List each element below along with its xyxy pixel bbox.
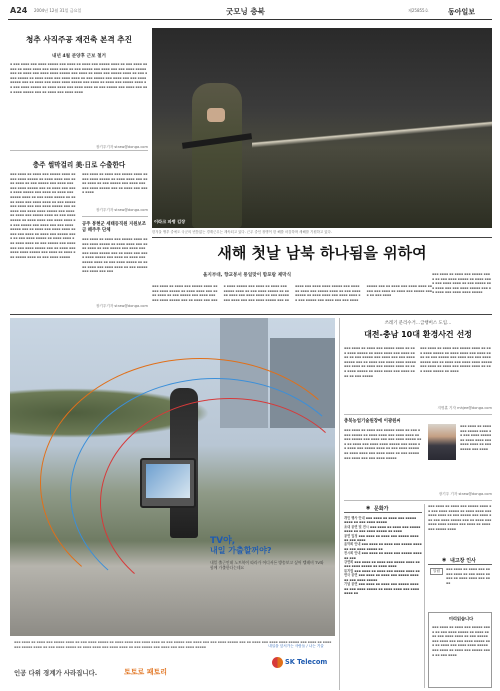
- culture-title: 문화가: [374, 506, 389, 512]
- story2-body-2: ▪▪▪ ▪▪▪▪ ▪▪ ▪▪▪▪ ▪▪▪ ▪▪▪▪▪ ▪▪▪▪ ▪▪ ▪▪▪ ▪▪▪▪ ▪▪▪▪▪ ▪▪ ▪▪▪▪ ▪▪▪▪ ▪▪▪ ▪▪▪▪ ▪▪▪▪ ▪▪ ▪▪▪ ▪▪▪▪▪ ▪▪▪ ▪▪▪▪ ▪▪▪ ▪▪▪ ▪▪▪▪ ▪▪▪▪▪ ▪▪▪ ▪▪ ▪▪▪▪ ▪▪▪ ▪▪▪▪ ▪▪▪▪: [82, 172, 148, 195]
- ad-body-copy: ▪▪▪ ▪▪▪▪ ▪▪ ▪▪▪▪ ▪▪▪ ▪▪▪▪▪ ▪▪▪▪ ▪▪ ▪▪▪ ▪▪▪▪ ▪▪▪▪▪ ▪▪ ▪▪▪▪ ▪▪▪▪ ▪▪▪ ▪▪▪▪ ▪▪▪▪ ▪▪ ▪▪▪ ▪▪▪▪▪ ▪▪▪ ▪▪▪▪ ▪▪▪ ▪▪▪ ▪▪▪▪ ▪▪▪▪▪ ▪▪▪ ▪▪ ▪▪▪▪ ▪▪▪ ▪▪▪▪ ▪▪▪▪ ▪▪▪▪▪ ▪▪▪ ▪▪▪▪ ▪▪ ▪▪▪▪ ▪▪▪ ▪▪▪▪▪ ▪▪▪▪ ▪▪ ▪▪▪ ▪▪▪▪ ▪▪▪▪▪ ▪▪ ▪▪▪▪ ▪▪▪▪ ▪▪▪ ▪▪▪▪ ▪▪▪▪ ▪▪ ▪▪▪ ▪▪▪▪▪ ▪▪▪ ▪▪▪▪ ▪▪▪ ▪▪▪ ▪▪▪▪ ▪▪▪▪▪: [14, 640, 332, 649]
- list-item-label: 뮤지컬: [344, 568, 354, 573]
- feature-body-right: ▪▪▪ ▪▪▪▪ ▪▪ ▪▪▪▪ ▪▪▪ ▪▪▪▪▪ ▪▪▪▪ ▪▪ ▪▪▪ ▪▪▪▪ ▪▪▪▪▪ ▪▪ ▪▪▪▪ ▪▪▪▪ ▪▪▪ ▪▪▪▪ ▪▪▪▪ ▪▪ ▪▪▪ ▪▪▪▪▪ ▪▪▪ ▪▪▪▪ ▪▪▪ ▪▪▪ ▪▪▪▪ ▪▪▪▪▪ ▪▪▪ ▪▪ ▪▪▪▪ ▪▪▪ ▪▪▪▪ ▪▪▪▪ ▪▪▪▪▪: [432, 272, 491, 295]
- sk-telecom-wordmark: SK Telecom: [285, 658, 328, 666]
- paper-logo: 동아일보: [448, 8, 476, 16]
- story2-body: ▪▪▪ ▪▪▪▪ ▪▪ ▪▪▪▪ ▪▪▪ ▪▪▪▪▪ ▪▪▪▪ ▪▪ ▪▪▪ ▪▪▪▪ ▪▪▪▪▪ ▪▪ ▪▪▪▪ ▪▪▪▪ ▪▪▪ ▪▪▪▪ ▪▪▪▪ ▪▪ ▪▪▪ ▪▪▪▪▪ ▪▪▪ ▪▪▪▪ ▪▪▪ ▪▪▪ ▪▪▪▪ ▪▪▪▪▪ ▪▪▪ ▪▪ ▪▪▪▪ ▪▪▪ ▪▪▪▪ ▪▪▪▪ ▪▪▪▪▪ ▪▪▪ ▪▪▪▪ ▪▪ ▪▪▪▪ ▪▪▪ ▪▪▪▪▪ ▪▪▪▪ ▪▪ ▪▪▪ ▪▪▪▪ ▪▪▪▪▪ ▪▪ ▪▪▪▪ ▪▪▪▪ ▪▪▪ ▪▪▪▪ ▪▪▪▪ ▪▪ ▪▪▪ ▪▪▪▪▪ ▪▪▪ ▪▪▪▪ ▪▪▪ ▪▪▪ ▪▪▪▪ ▪▪▪▪▪ ▪▪▪ ▪▪ ▪▪▪▪ ▪▪▪ ▪▪▪▪ ▪▪▪▪ ▪▪▪▪▪ ▪▪▪ ▪▪▪▪ ▪▪ ▪▪▪▪ ▪▪▪ ▪▪▪▪▪ ▪▪▪▪ ▪▪ ▪▪▪ ▪▪▪▪ ▪▪▪▪▪ ▪▪ ▪▪▪▪ ▪▪▪▪ ▪▪▪ ▪▪▪▪ ▪▪▪▪ ▪▪ ▪▪▪ ▪▪▪▪▪ ▪▪▪ ▪▪▪▪ ▪▪▪ ▪▪▪ ▪▪▪▪ ▪▪▪▪▪ ▪▪▪ ▪▪ ▪▪▪▪ ▪▪▪ ▪▪▪▪ ▪▪▪▪ ▪▪▪▪▪ ▪▪▪ ▪▪▪▪ ▪▪ ▪▪▪▪ ▪▪▪ ▪▪▪▪▪ ▪▪▪▪ ▪▪ ▪▪▪ ▪▪▪▪ ▪▪▪▪▪ ▪▪ ▪▪▪▪ ▪▪▪▪ ▪▪▪ ▪▪▪▪ ▪▪▪▪ ▪▪ ▪▪▪ ▪▪▪▪▪ ▪▪▪ ▪▪▪▪ ▪▪▪ ▪▪▪ ▪▪▪▪ ▪▪▪▪▪ ▪▪▪ ▪▪ ▪▪▪▪ ▪▪▪ ▪▪▪▪ ▪▪▪▪ ▪▪▪▪▪ ▪▪▪ ▪▪▪▪ ▪▪ ▪▪▪▪ ▪▪▪ ▪▪▪▪▪ ▪▪▪▪ ▪▪ ▪▪▪ ▪▪▪▪ ▪▪▪▪▪: [10, 172, 76, 259]
- divider: [344, 414, 492, 415]
- masthead-rule: [8, 19, 492, 20]
- ad-tv-screen: [146, 464, 190, 498]
- notice-body: ▪▪▪ ▪▪▪▪ ▪▪ ▪▪▪▪ ▪▪▪ ▪▪▪▪▪ ▪▪▪▪ ▪▪ ▪▪▪ ▪▪▪▪ ▪▪▪▪▪ ▪▪ ▪▪▪▪ ▪▪▪▪ ▪▪▪ ▪▪▪▪: [446, 567, 490, 585]
- list-item: 개인 행사 안내 ▪▪▪ ▪▪▪▪ ▪▪ ▪▪▪▪ ▪▪▪ ▪▪▪▪▪ ▪▪▪▪ ▪▪ ▪▪▪ ▪▪▪▪ ▪▪▪▪▪: [344, 516, 417, 525]
- mini-box: [428, 612, 492, 688]
- ad-tagline-2: 내일 가출할꺼야?: [210, 546, 272, 555]
- photo1-caption: 한겨울 맹추 중에도 국군의 빈틈없는 경계근무는 계속되고 있다. 근무 중인 장병이 한 해를 마감하며 새해를 기원하고 있다.: [152, 230, 332, 234]
- culture-icon: ◉: [366, 505, 371, 511]
- list-item-label: 전시회 안내: [344, 551, 361, 556]
- masthead: [8, 6, 492, 18]
- ad-tagline-1: TV야,: [210, 536, 236, 546]
- culture-header: [344, 504, 422, 513]
- divider: [339, 318, 340, 690]
- story3-byline: 장기우기자 straw@donga.com: [95, 304, 148, 308]
- soldier-figure: [192, 83, 242, 228]
- divider: [152, 237, 492, 238]
- notice-icon: ◉: [442, 557, 447, 563]
- mini-box-title: 미리읽습니다: [448, 616, 474, 621]
- notice-title: 내고장 인사: [450, 558, 476, 564]
- story2-byline: 장기우기자 straw@donga.com: [95, 208, 148, 212]
- story4-body: ▪▪▪ ▪▪▪▪ ▪▪ ▪▪▪▪ ▪▪▪ ▪▪▪▪▪ ▪▪▪▪ ▪▪ ▪▪▪ ▪▪▪▪ ▪▪▪▪▪ ▪▪ ▪▪▪▪ ▪▪▪▪ ▪▪▪ ▪▪▪▪ ▪▪▪▪ ▪▪ ▪▪▪ ▪▪▪▪▪ ▪▪▪ ▪▪▪▪ ▪▪▪ ▪▪▪ ▪▪▪▪ ▪▪▪▪▪ ▪▪▪ ▪▪ ▪▪▪▪ ▪▪▪ ▪▪▪▪ ▪▪▪▪ ▪▪▪▪▪ ▪▪▪ ▪▪▪▪ ▪▪ ▪▪▪▪ ▪▪▪ ▪▪▪▪▪ ▪▪▪▪ ▪▪ ▪▪▪ ▪▪▪▪ ▪▪▪▪▪ ▪▪ ▪▪▪▪ ▪▪▪▪ ▪▪▪ ▪▪▪▪ ▪▪▪▪ ▪▪ ▪▪▪ ▪▪▪▪▪: [344, 346, 416, 378]
- story3-headline: 공주 봉현군 세태등직원 지원보조금 해주주 단체: [82, 222, 146, 233]
- feature-subhead: 올지부대, 향교봉서 통일맞이 함포람 제막식: [202, 273, 292, 278]
- story4-headline: 대전-충남 10대 환경사건 선정: [364, 330, 472, 339]
- divider: [10, 150, 148, 151]
- story5-portrait: [428, 424, 456, 460]
- list-item: 연극 공연 ▪▪▪ ▪▪▪▪ ▪▪ ▪▪▪▪ ▪▪▪ ▪▪▪▪▪ ▪▪▪▪ ▪▪ ▪▪▪ ▪▪▪▪ ▪▪▪▪▪: [344, 573, 419, 582]
- story1-headline: 청추 사직주공 재건축 본격 추진: [26, 35, 132, 44]
- feature-headline: 새해 첫날 남북 하나됨을 위하여: [217, 244, 427, 262]
- issue-date: 2004년 12월 31일 금요일: [34, 8, 82, 13]
- story1-subhead: 내년 4월 분양후 근보 철거: [52, 54, 106, 59]
- list-item: 초대 공연 및 전시 ▪▪▪ ▪▪▪▪ ▪▪ ▪▪▪▪ ▪▪▪ ▪▪▪▪▪ ▪▪▪▪ ▪▪ ▪▪▪ ▪▪▪▪ ▪▪▪▪▪ ▪▪ ▪▪▪▪: [344, 524, 421, 534]
- ad-footer-brand: 토토로 패토리: [124, 668, 168, 676]
- list-item-label: 연극 공연: [344, 573, 358, 578]
- divider: [424, 504, 425, 688]
- feature-body: ▪▪▪ ▪▪▪▪ ▪▪ ▪▪▪▪ ▪▪▪ ▪▪▪▪▪ ▪▪▪▪ ▪▪ ▪▪▪ ▪▪▪▪ ▪▪▪▪▪ ▪▪ ▪▪▪▪ ▪▪▪▪ ▪▪▪ ▪▪▪▪ ▪▪▪▪ ▪▪ ▪▪▪ ▪▪▪▪▪ ▪▪▪ ▪▪▪▪ ▪▪▪ ▪▪▪ ▪▪▪▪ ▪▪▪▪▪ ▪▪▪ ▪▪ ▪▪▪▪ ▪▪▪ ▪▪▪▪ ▪▪▪▪ ▪▪▪▪▪ ▪▪▪ ▪▪▪▪ ▪▪ ▪▪▪▪ ▪▪▪ ▪▪▪▪▪ ▪▪▪▪ ▪▪ ▪▪▪ ▪▪▪▪ ▪▪▪▪▪ ▪▪ ▪▪▪▪ ▪▪▪▪ ▪▪▪ ▪▪▪▪ ▪▪▪▪ ▪▪ ▪▪▪ ▪▪▪▪▪ ▪▪▪ ▪▪▪▪ ▪▪▪ ▪▪▪ ▪▪▪▪ ▪▪▪▪▪ ▪▪▪ ▪▪ ▪▪▪▪ ▪▪▪ ▪▪▪▪ ▪▪▪▪ ▪▪▪▪▪ ▪▪▪ ▪▪▪▪ ▪▪ ▪▪▪▪ ▪▪▪ ▪▪▪▪▪ ▪▪▪▪ ▪▪ ▪▪▪ ▪▪▪▪ ▪▪▪▪▪ ▪▪ ▪▪▪▪ ▪▪▪▪ ▪▪▪ ▪▪▪▪ ▪▪▪▪ ▪▪ ▪▪▪ ▪▪▪▪▪ ▪▪▪ ▪▪▪▪ ▪▪▪ ▪▪▪ ▪▪▪▪ ▪▪▪▪▪ ▪▪▪ ▪▪ ▪▪▪▪ ▪▪▪ ▪▪▪▪ ▪▪▪▪ ▪▪▪▪▪ ▪▪▪ ▪▪▪▪ ▪▪ ▪▪▪▪ ▪▪▪ ▪▪▪▪▪ ▪▪▪▪ ▪▪ ▪▪▪ ▪▪▪▪: [152, 284, 432, 302]
- list-item-label: 음악회 안내: [344, 542, 361, 547]
- notice-label: 알림: [430, 568, 443, 575]
- list-item: 뮤지컬 ▪▪▪ ▪▪▪▪ ▪▪ ▪▪▪▪ ▪▪▪ ▪▪▪▪▪ ▪▪▪▪ ▪▪: [344, 568, 420, 573]
- story5-byline: 장기우 기자 straw@donga.com: [438, 492, 492, 496]
- list-item-label: 기념 공연: [344, 582, 358, 587]
- story3-body: ▪▪▪ ▪▪▪▪ ▪▪ ▪▪▪▪ ▪▪▪ ▪▪▪▪▪ ▪▪▪▪ ▪▪ ▪▪▪ ▪▪▪▪ ▪▪▪▪▪ ▪▪ ▪▪▪▪ ▪▪▪▪ ▪▪▪ ▪▪▪▪ ▪▪▪▪ ▪▪ ▪▪▪ ▪▪▪▪▪ ▪▪▪ ▪▪▪▪ ▪▪▪ ▪▪▪ ▪▪▪▪ ▪▪▪▪▪ ▪▪▪ ▪▪ ▪▪▪▪ ▪▪▪ ▪▪▪▪ ▪▪▪▪ ▪▪▪▪▪ ▪▪▪ ▪▪▪▪ ▪▪ ▪▪▪▪ ▪▪▪ ▪▪▪▪▪ ▪▪▪▪ ▪▪ ▪▪▪ ▪▪▪▪ ▪▪▪▪▪ ▪▪ ▪▪▪▪ ▪▪▪▪ ▪▪▪ ▪▪▪▪ ▪▪▪▪ ▪▪ ▪▪▪ ▪▪▪▪▪ ▪▪▪ ▪▪▪▪ ▪▪▪ ▪▪▪: [82, 237, 148, 274]
- ad-tv: [140, 458, 196, 508]
- divider: [344, 500, 492, 501]
- story5-body-2: ▪▪▪ ▪▪▪▪ ▪▪ ▪▪▪▪ ▪▪▪ ▪▪▪▪▪ ▪▪▪▪ ▪▪ ▪▪▪ ▪▪▪▪ ▪▪▪▪▪ ▪▪ ▪▪▪▪ ▪▪▪▪ ▪▪▪ ▪▪▪▪ ▪▪▪▪ ▪▪ ▪▪▪ ▪▪▪▪▪ ▪▪▪ ▪▪▪▪: [460, 424, 492, 451]
- photo1-caption-title: 이라크 파병 김장: [154, 219, 186, 224]
- story2-headline: 충주 썰막걸리 美·日로 수출한다: [32, 161, 126, 169]
- list-item-label: 초대 공연 및 전시: [344, 524, 369, 529]
- list-item-label: 공연 일정: [344, 533, 358, 538]
- ad-corp-slogan: 내일을 앞서가는 사람들 / 나는 기술: [268, 644, 324, 648]
- sk-telecom-ad: [10, 318, 335, 690]
- list-item: 강연회 ▪▪▪ ▪▪▪▪ ▪▪ ▪▪▪▪ ▪▪▪ ▪▪▪▪▪ ▪▪▪▪ ▪▪ ▪▪▪ ▪▪▪▪ ▪▪▪▪▪ ▪▪ ▪▪▪▪ ▪▪▪▪: [344, 560, 420, 569]
- list-item: 음악회 안내 ▪▪▪ ▪▪▪▪ ▪▪ ▪▪▪▪ ▪▪▪ ▪▪▪▪▪ ▪▪▪▪ ▪▪ ▪▪▪ ▪▪▪▪ ▪▪▪▪▪ ▪▪: [344, 542, 422, 551]
- story4-body-2: ▪▪▪ ▪▪▪▪ ▪▪ ▪▪▪▪ ▪▪▪ ▪▪▪▪▪ ▪▪▪▪ ▪▪ ▪▪▪ ▪▪▪▪ ▪▪▪▪▪ ▪▪ ▪▪▪▪ ▪▪▪▪ ▪▪▪ ▪▪▪▪ ▪▪▪▪ ▪▪ ▪▪▪ ▪▪▪▪▪ ▪▪▪ ▪▪▪▪ ▪▪▪ ▪▪▪ ▪▪▪▪ ▪▪▪▪▪ ▪▪▪ ▪▪ ▪▪▪▪ ▪▪▪ ▪▪▪▪ ▪▪▪▪ ▪▪▪▪▪ ▪▪▪ ▪▪▪▪ ▪▪ ▪▪▪▪ ▪▪▪ ▪▪▪▪▪ ▪▪▪▪ ▪▪ ▪▪▪ ▪▪▪▪ ▪▪▪▪▪ ▪▪ ▪▪▪▪: [420, 346, 492, 373]
- list-item-label: 개인 행사 안내: [344, 516, 365, 520]
- notice-header: [428, 556, 492, 565]
- story4-kicker: 쓰레기 분리수거…급행버스 도입…: [384, 321, 452, 326]
- ridge: [252, 113, 492, 163]
- issue-number: 제25855호: [408, 8, 429, 13]
- soldier-photo: [152, 28, 492, 228]
- mini-box-body: ▪▪▪ ▪▪▪▪ ▪▪ ▪▪▪▪ ▪▪▪ ▪▪▪▪▪ ▪▪▪▪ ▪▪ ▪▪▪ ▪▪▪▪ ▪▪▪▪▪ ▪▪ ▪▪▪▪ ▪▪▪▪ ▪▪▪ ▪▪▪▪ ▪▪▪▪ ▪▪ ▪▪▪ ▪▪▪▪▪ ▪▪▪ ▪▪▪▪ ▪▪▪ ▪▪▪ ▪▪▪▪ ▪▪▪▪▪ ▪▪▪ ▪▪ ▪▪▪▪ ▪▪▪ ▪▪▪▪ ▪▪▪▪ ▪▪▪▪▪ ▪▪▪ ▪▪▪▪ ▪▪ ▪▪▪▪ ▪▪▪ ▪▪▪▪▪ ▪▪▪▪ ▪▪ ▪▪▪ ▪▪▪▪: [432, 625, 490, 657]
- story1-body: ▪ ▪▪▪ ▪▪▪▪ ▪▪▪ ▪▪▪▪ ▪▪▪▪▪ ▪▪▪ ▪▪▪▪ ▪▪ ▪▪▪▪ ▪▪▪ ▪▪▪▪▪ ▪▪▪▪ ▪▪ ▪▪▪ ▪▪▪▪ ▪▪▪▪▪ ▪▪ ▪▪▪▪ ▪▪▪▪ ▪▪▪ ▪▪▪▪ ▪▪▪▪ ▪▪ ▪▪▪ ▪▪▪▪▪ ▪▪▪ ▪▪▪▪ ▪▪▪ ▪▪▪ ▪▪▪▪ ▪▪▪▪▪ ▪▪▪ ▪▪ ▪▪▪▪ ▪▪▪ ▪▪▪▪ ▪▪▪▪ ▪▪▪▪▪ ▪▪▪ ▪▪▪▪ ▪▪ ▪▪▪▪ ▪▪▪ ▪▪▪▪▪ ▪▪▪▪ ▪▪ ▪▪▪ ▪▪▪▪ ▪▪▪▪▪ ▪▪ ▪▪▪▪ ▪▪▪▪ ▪▪▪ ▪▪▪▪ ▪▪▪▪ ▪▪ ▪▪▪ ▪▪▪▪▪ ▪▪▪ ▪▪▪▪ ▪▪▪ ▪▪▪ ▪▪▪▪ ▪▪▪▪▪ ▪▪▪ ▪▪ ▪▪▪▪ ▪▪▪ ▪▪▪▪ ▪▪▪▪ ▪▪▪▪▪ ▪▪▪ ▪▪▪▪ ▪▪ ▪▪▪▪ ▪▪▪ ▪▪▪▪▪ ▪▪▪▪ ▪▪ ▪▪▪ ▪▪▪▪ ▪▪▪▪▪ ▪▪ ▪▪▪▪ ▪▪▪▪ ▪▪▪ ▪▪▪▪ ▪▪▪▪ ▪▪ ▪▪▪ ▪▪▪▪▪ ▪▪▪ ▪▪▪▪ ▪▪▪ ▪▪▪ ▪▪▪▪ ▪▪▪▪▪ ▪▪▪ ▪▪ ▪▪▪▪ ▪▪▪ ▪▪▪▪ ▪▪▪▪: [10, 62, 148, 94]
- listings-right: ▪▪▪ ▪▪▪▪ ▪▪ ▪▪▪▪ ▪▪▪ ▪▪▪▪▪ ▪▪▪▪ ▪▪ ▪▪▪ ▪▪▪▪ ▪▪▪▪▪ ▪▪ ▪▪▪▪ ▪▪▪▪ ▪▪▪ ▪▪▪▪ ▪▪▪▪ ▪▪ ▪▪▪ ▪▪▪▪▪ ▪▪▪ ▪▪▪▪ ▪▪▪ ▪▪▪ ▪▪▪▪ ▪▪▪▪▪ ▪▪▪ ▪▪ ▪▪▪▪ ▪▪▪ ▪▪▪▪ ▪▪▪▪ ▪▪▪▪▪ ▪▪▪ ▪▪▪▪ ▪▪ ▪▪▪▪ ▪▪▪ ▪▪▪▪▪ ▪▪▪▪: [428, 504, 492, 531]
- section-logo: 굿모닝 충북: [226, 7, 265, 16]
- ad-photo: [10, 318, 335, 636]
- story4-byline: 지명훈 기자 mhjee@donga.com: [437, 406, 492, 410]
- sk-swirl-icon: [272, 657, 283, 668]
- list-item: 전시회 안내 ▪▪▪ ▪▪▪▪ ▪▪ ▪▪▪▪ ▪▪▪ ▪▪▪▪▪ ▪▪▪▪ ▪▪ ▪▪▪: [344, 551, 422, 560]
- divider: [10, 314, 492, 315]
- page-number: A24: [10, 6, 28, 15]
- culture-list: [344, 516, 422, 686]
- divider: [82, 216, 148, 217]
- story5-body: ▪▪▪ ▪▪▪▪ ▪▪ ▪▪▪▪ ▪▪▪ ▪▪▪▪▪ ▪▪▪▪ ▪▪ ▪▪▪ ▪▪▪▪ ▪▪▪▪▪ ▪▪ ▪▪▪▪ ▪▪▪▪ ▪▪▪ ▪▪▪▪ ▪▪▪▪ ▪▪ ▪▪▪ ▪▪▪▪▪ ▪▪▪ ▪▪▪▪ ▪▪▪ ▪▪▪ ▪▪▪▪ ▪▪▪▪▪ ▪▪▪ ▪▪ ▪▪▪▪ ▪▪▪ ▪▪▪▪ ▪▪▪▪ ▪▪▪▪▪ ▪▪▪ ▪▪▪▪ ▪▪ ▪▪▪▪ ▪▪▪ ▪▪▪▪▪ ▪▪▪▪ ▪▪ ▪▪▪ ▪▪▪▪ ▪▪▪▪▪ ▪▪ ▪▪▪▪ ▪▪▪▪ ▪▪▪ ▪▪▪▪ ▪▪▪▪ ▪▪ ▪▪▪ ▪▪▪▪▪ ▪▪▪ ▪▪▪▪ ▪▪▪ ▪▪▪ ▪▪▪▪ ▪▪▪▪▪: [344, 428, 422, 460]
- list-item: 공연 일정 ▪▪▪ ▪▪▪▪ ▪▪ ▪▪▪▪ ▪▪▪ ▪▪▪▪▪ ▪▪▪▪ ▪▪ ▪▪▪ ▪▪▪▪: [344, 533, 419, 543]
- list-item: 기념 공연 ▪▪▪ ▪▪▪▪ ▪▪ ▪▪▪▪ ▪▪▪ ▪▪▪▪▪ ▪▪▪▪ ▪▪ ▪▪▪ ▪▪▪▪ ▪▪▪▪▪ ▪▪ ▪▪▪▪ ▪▪▪▪ ▪▪▪ ▪▪▪▪ ▪▪▪▪ ▪▪: [344, 582, 420, 595]
- story5-headline: 충북농업기술원장에 이광원씨: [344, 419, 401, 424]
- soldier-face: [207, 108, 225, 122]
- ad-subcopy: 내일 출근인데 노트북이 따라가 어디서든 방송보고 싶어 텔레비 TV와 함께 가출한다는데요: [210, 560, 324, 570]
- story1-byline: 장기우기자 straw@donga.com: [95, 145, 148, 149]
- ad-footer-slogan: 인공 다위 경계가 사라집니다.: [14, 669, 98, 677]
- sk-telecom-logo: [272, 655, 332, 671]
- list-item-label: 강연회: [344, 560, 354, 565]
